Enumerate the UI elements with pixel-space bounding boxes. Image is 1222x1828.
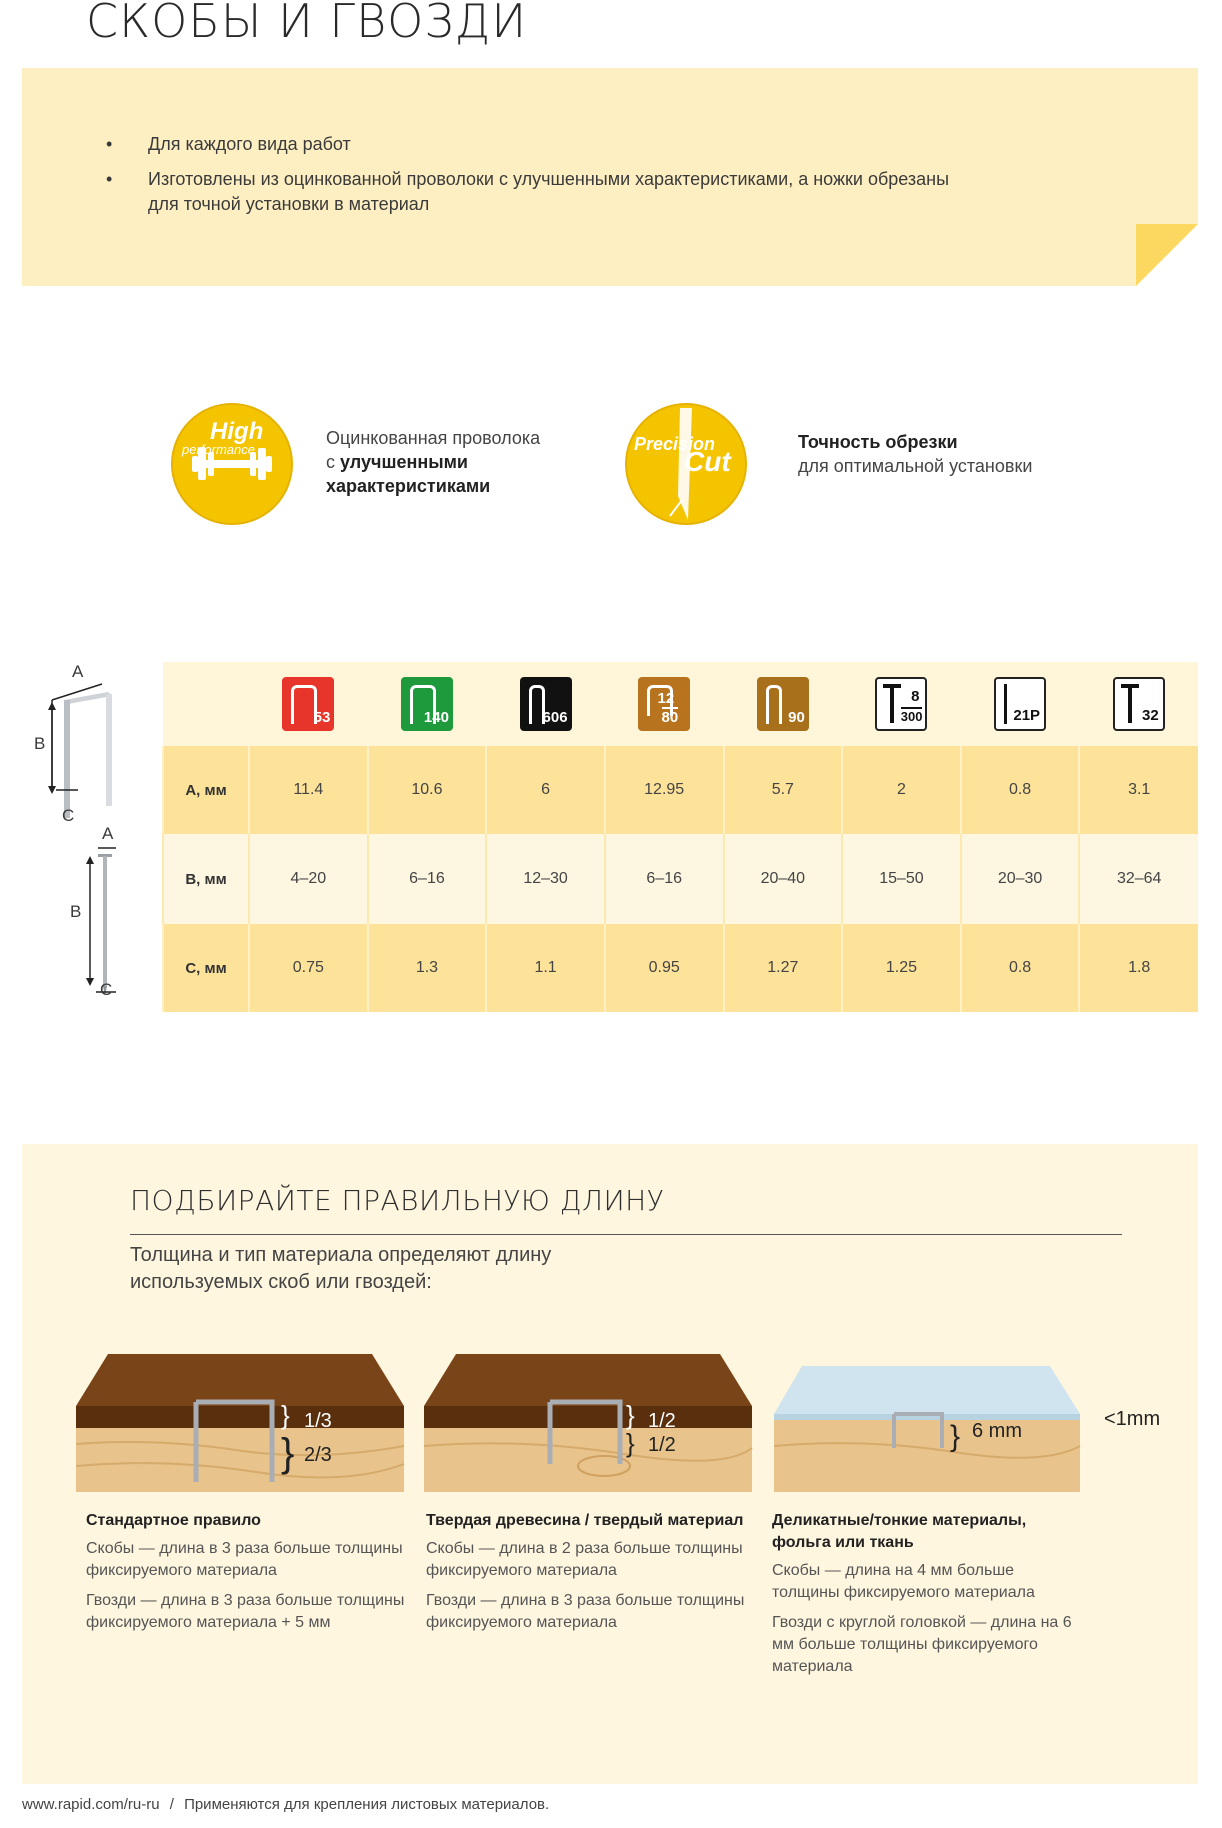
- footer-url[interactable]: www.rapid.com/ru-ru: [22, 1796, 160, 1813]
- staple-diagram: [48, 684, 112, 818]
- intro-panel: [22, 68, 1198, 286]
- wood-illustration-standard: [76, 1354, 406, 1494]
- type-chip-53: 53: [282, 677, 334, 731]
- staple-label-a: A: [72, 662, 84, 681]
- section-heading: ПОДБИРАЙТЕ ПРАВИЛЬНУЮ ДЛИНУ: [130, 1184, 665, 1217]
- bullet-dot: •: [106, 134, 113, 154]
- badge-line1: High: [210, 418, 264, 445]
- nail-label-a: A: [102, 824, 114, 843]
- type-chip-12-80: $\frac{12}{80}$: [638, 677, 690, 731]
- table-header-row: [163, 662, 1198, 746]
- intro-bullet: • Для каждого вида работ: [82, 132, 982, 157]
- svg-text:}: }: [950, 1420, 961, 1453]
- fraction-top: 1/3: [304, 1410, 332, 1432]
- page-fold-icon: [1136, 224, 1198, 286]
- type-chip-8-300: $\frac{8}{300}$: [875, 677, 927, 731]
- fraction-bottom: 2/3: [304, 1444, 332, 1466]
- heading-rule: [130, 1234, 1122, 1235]
- staple-label-b: B: [34, 734, 46, 753]
- table-row: C, мм 0.75 1.3 1.1 0.95 1.27 1.25 0.8 1.8: [163, 924, 1198, 1012]
- type-chip-21p: 21P: [994, 677, 1046, 731]
- badge-line2: Cut: [684, 446, 731, 477]
- bullet-dot: •: [106, 169, 113, 189]
- nail-label-c: C: [100, 980, 113, 999]
- intro-bullet: • Изготовлены из оцинкованной проволоки с улучшенными характеристиками, а ножки обрезаны для точной установки в материал: [106, 169, 950, 214]
- rule-column-standard: Стандартное правило Скобы — длина в 3 раза больше толщины фиксируемого материала Гвозди — длина в 3 раза больше толщины фиксируемого материала + 5 мм: [86, 1512, 405, 1631]
- nail-icon: [883, 684, 901, 726]
- fraction-bottom: 1/2: [648, 1434, 676, 1456]
- length-section: [22, 1144, 1198, 1784]
- edge-label: <1mm: [1104, 1408, 1161, 1430]
- section-lead: Толщина и тип материала определяют длину используемых скоб или гвоздей:: [130, 1244, 552, 1293]
- type-chip-140: 140: [401, 677, 453, 731]
- fraction-top: 1/2: [648, 1410, 676, 1432]
- nail-diagram: [86, 848, 116, 996]
- rule-column-hardwood: Твердая древесина / твердый материал Скобы — длина в 2 раза больше толщины фиксируемого материала Гвозди — длина в 3 раза больше толщины фиксируемого материала: [426, 1512, 745, 1631]
- footer-note: Применяются для крепления листовых материалов.: [184, 1796, 550, 1813]
- staple-label-c: C: [62, 806, 75, 825]
- table-corner: [163, 662, 249, 746]
- table-row: A, мм 11.4 10.6 6 12.95 5.7 2 0.8 3.1: [163, 746, 1198, 834]
- type-chip-90: 90: [757, 677, 809, 731]
- spec-table: [162, 662, 1198, 1012]
- badge-line1: Precision: [634, 434, 716, 454]
- footer-separator: /: [169, 1796, 174, 1813]
- wood-illustration-hardwood: [424, 1354, 754, 1494]
- pin-icon: [1003, 684, 1009, 726]
- feature-text-2: Точность обрезки для оптимальной установки: [798, 432, 1033, 476]
- svg-text:}: }: [281, 1400, 290, 1430]
- nail-label-b: B: [70, 902, 82, 921]
- table-row: B, мм 4–20 6–16 12–30 6–16 20–40 15–50 20–30 32–64: [163, 834, 1198, 924]
- wood-illustration-thin: [774, 1366, 1084, 1494]
- feature-text-1: Оцинкованная проволока с улучшенными характеристиками: [326, 428, 541, 496]
- badge-line2: performance: [182, 442, 255, 457]
- page-title: СКОБЫ И ГВОЗДИ: [86, 0, 528, 48]
- type-chip-32: 32: [1113, 677, 1165, 731]
- svg-text:}: }: [626, 1428, 635, 1458]
- footer: [22, 1796, 549, 1813]
- thickness-label: 6 mm: [972, 1420, 1022, 1442]
- svg-text:}: }: [281, 1431, 295, 1475]
- type-chip-606: 606: [520, 677, 572, 731]
- intro-bullets: [82, 132, 982, 227]
- rule-column-thin: Деликатные/тонкие материалы, фольга или ткань Скобы — длина на 4 мм больше толщины фиксируемого материала Гвозди с круглой головкой — длина на 6 мм больше толщины фиксируемого материала: [772, 1512, 1072, 1675]
- nail-icon: [1121, 684, 1139, 726]
- svg-text:}: }: [626, 1400, 635, 1430]
